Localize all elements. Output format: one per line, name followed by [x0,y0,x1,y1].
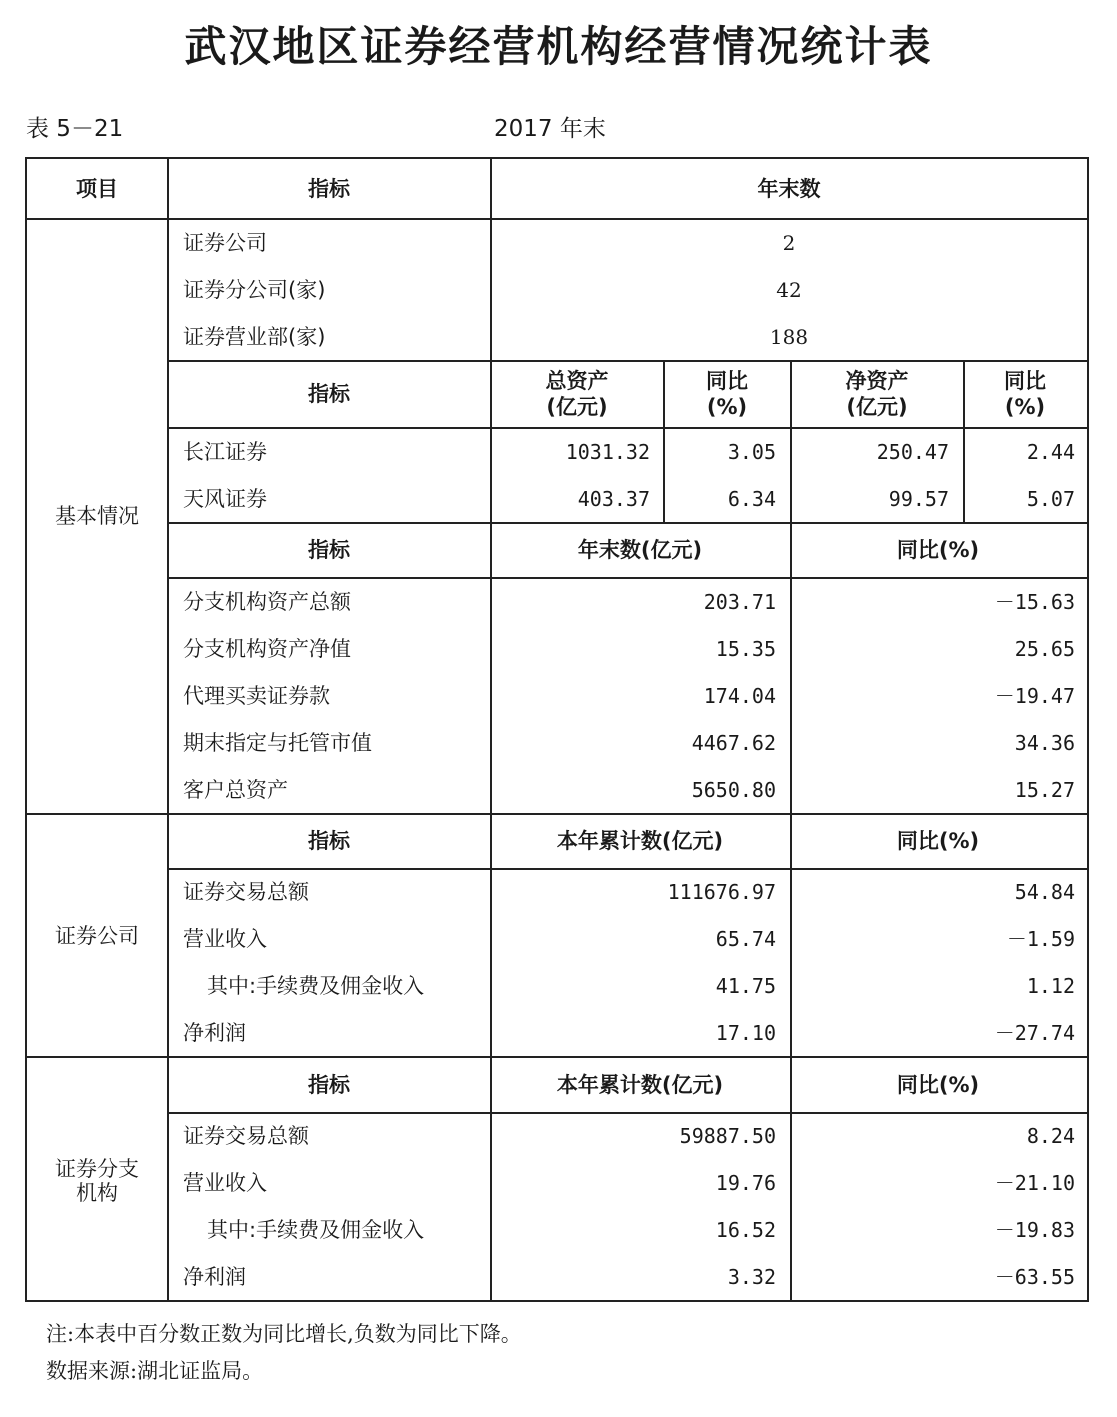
company-yoy: 5.07 [1026,487,1075,511]
sb-header-yoy: 同比(%) [896,1073,980,1097]
sb-value: 16.52 [715,1218,776,1242]
sc-value: 41.75 [715,974,776,998]
rule [963,360,965,522]
company-header-total-assets: 总资产 (亿元) [545,369,609,419]
sb-yoy: 8.24 [1026,1124,1075,1148]
company-header-indicator: 指标 [308,382,350,406]
sc-header-yoy: 同比(%) [896,829,980,853]
company-yoy: 6.34 [727,487,776,511]
branch-yoy: 34.36 [1014,731,1075,755]
branch-value: 4467.62 [691,731,776,755]
rule [790,1056,792,1300]
rule [790,360,792,522]
branch-label: 代理买卖证券款 [183,684,330,708]
data-source: 数据来源:湖北证监局。 [46,1359,264,1383]
company-total-assets: 403.37 [577,487,650,511]
table-number: 表 5－21 [26,116,124,142]
rule [167,159,169,1300]
sc-value: 65.74 [715,927,776,951]
group-securities-branch: 证券分支机构 [55,1157,139,1205]
rule [27,813,1087,815]
sb-header-value: 本年累计数(亿元) [556,1073,724,1097]
rule [27,218,1087,220]
rule [790,813,792,1056]
branch-header-yoy: 同比(%) [896,538,980,562]
sc-value: 111676.97 [667,880,776,904]
page-title: 武汉地区证券经营机构经营情况统计表 [184,22,933,71]
sc-yoy: 1.12 [1026,974,1075,998]
sb-yoy: －19.83 [994,1218,1075,1242]
rule [168,577,1087,579]
company-header-net-assets: 净资产 (亿元) [845,369,909,419]
branch-label: 客户总资产 [183,778,288,802]
company-yoy: 3.05 [727,440,776,464]
count-value: 188 [769,325,809,349]
rule [168,1112,1087,1114]
branch-value: 15.35 [715,637,776,661]
sc-yoy: －27.74 [994,1021,1075,1045]
branch-value: 174.04 [703,684,776,708]
branch-header-value: 年末数(亿元) [577,538,703,562]
company-net-assets: 250.47 [876,440,949,464]
company-name: 长江证券 [183,440,267,464]
period-label: 2017 年末 [494,116,606,142]
branch-value: 5650.80 [691,778,776,802]
company-name: 天风证券 [183,487,267,511]
rule [27,1056,1087,1058]
sb-label: 营业收入 [183,1171,267,1195]
sc-header-indicator: 指标 [308,829,350,853]
rule [168,427,1087,429]
company-total-assets: 1031.32 [565,440,650,464]
sc-header-value: 本年累计数(亿元) [556,829,724,853]
sb-value: 3.32 [727,1265,776,1289]
header-indicator: 指标 [308,177,350,201]
branch-yoy: 15.27 [1014,778,1075,802]
sb-label: 净利润 [183,1265,246,1289]
sc-yoy: 54.84 [1014,880,1075,904]
header-item: 项目 [76,177,118,201]
rule [168,360,1087,362]
branch-yoy: －19.47 [994,684,1075,708]
rule [490,159,492,1300]
branch-label: 期末指定与托管市值 [183,731,372,755]
branch-label: 分支机构资产净值 [183,637,351,661]
sb-label: 证券交易总额 [183,1124,309,1148]
count-label: 证券分公司(家) [183,278,326,302]
sb-value: 19.76 [715,1171,776,1195]
company-header-yoy: 同比 (%) [1004,369,1046,419]
rule [790,522,792,813]
branch-value: 203.71 [703,590,776,614]
count-value: 2 [782,231,796,255]
branch-header-indicator: 指标 [308,538,350,562]
group-securities-company: 证券公司 [55,924,139,948]
company-yoy: 2.44 [1026,440,1075,464]
sb-value: 59887.50 [679,1124,776,1148]
sb-label: 其中:手续费及佣金收入 [207,1218,425,1242]
rule [663,360,665,522]
sc-label: 净利润 [183,1021,246,1045]
rule [168,522,1087,524]
count-label: 证券营业部(家) [183,325,326,349]
sc-yoy: －1.59 [1006,927,1075,951]
header-year-end: 年末数 [757,177,821,201]
sb-yoy: －21.10 [994,1171,1075,1195]
footnote: 注:本表中百分数正数为同比增长,负数为同比下降。 [46,1322,522,1346]
rule [168,868,1087,870]
sb-yoy: －63.55 [994,1265,1075,1289]
count-value: 42 [776,278,802,302]
branch-yoy: －15.63 [994,590,1075,614]
sb-header-indicator: 指标 [308,1073,350,1097]
sc-value: 17.10 [715,1021,776,1045]
count-label: 证券公司 [183,231,267,255]
group-basic: 基本情况 [55,504,139,528]
statistics-table [25,157,1089,1302]
company-header-yoy: 同比 (%) [706,369,748,419]
company-net-assets: 99.57 [888,487,949,511]
branch-yoy: 25.65 [1014,637,1075,661]
sc-label: 其中:手续费及佣金收入 [207,974,425,998]
sc-label: 证券交易总额 [183,880,309,904]
sc-label: 营业收入 [183,927,267,951]
branch-label: 分支机构资产总额 [183,590,351,614]
